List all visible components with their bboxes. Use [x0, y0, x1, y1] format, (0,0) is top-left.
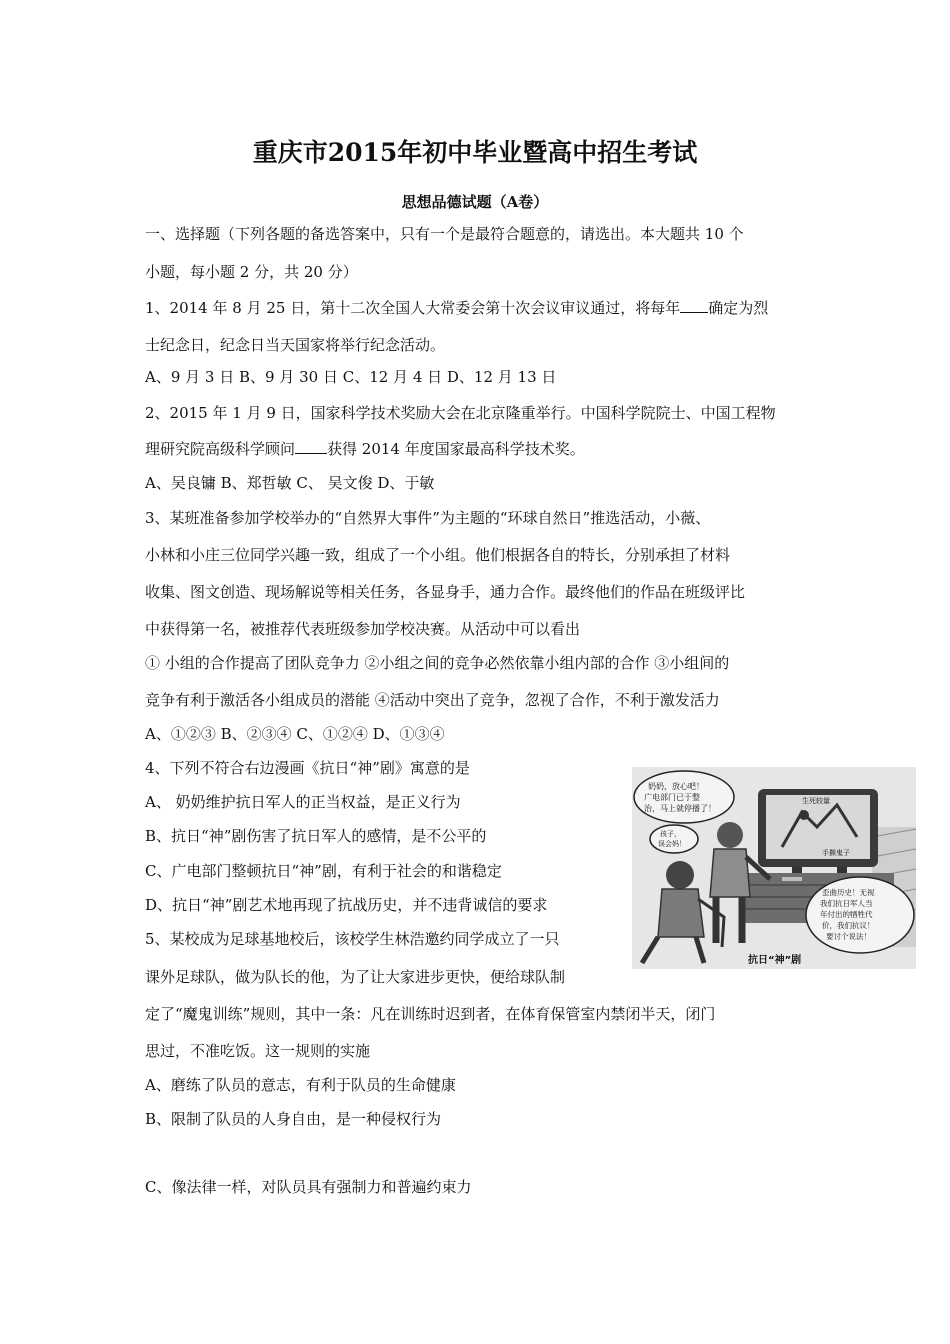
question-3-statements-line-1: ① 小组的合作提高了团队竞争力 ②小组之间的竞争必然依靠小组内部的合作 ③小组间的 — [145, 654, 730, 672]
cartoon-tv-text-2: 手撕鬼子 — [822, 849, 850, 857]
question-5-option-b: B、限制了队员的人身自由，是一种侵权行为 — [145, 1110, 442, 1128]
question-4-option-a: A、 奶奶维护抗日军人的正当权益，是正义行为 — [145, 793, 461, 811]
question-5-option-c: C、像法律一样，对队员具有强制力和普遍约束力 — [145, 1178, 472, 1196]
section-intro-line-2: 小题，每小题 2 分，共 20 分） — [145, 263, 358, 281]
question-3-stem-line-4: 中获得第一名，被推荐代表班级参加学校决赛。从活动中可以看出 — [145, 620, 581, 638]
cartoon-bubble-2-line-1: 孩子， — [660, 830, 681, 838]
question-3-stem-line-3: 收集、图文创造、现场解说等相关任务，各显身手，通力合作。最终他们的作品在班级评比 — [145, 583, 746, 601]
question-3-options: A、①②③ B、②③④ C、①②④ D、①③④ — [145, 725, 445, 743]
cartoon-drawing — [632, 767, 916, 969]
question-1-stem-line-2: 士纪念日，纪念日当天国家将举行纪念活动。 — [145, 336, 446, 354]
question-5-stem-line-3: 定了“魔鬼训练”规则，其中一条：凡在训练时迟到者，在体育保管室内禁闭半天，闭门 — [145, 1005, 716, 1023]
question-2-options: A、吴良镛 B、郑哲敏 C、 吴文俊 D、于敏 — [145, 474, 435, 492]
question-1-options: A、9 月 3 日 B、9 月 30 日 C、12 月 4 日 D、12 月 13 日 — [145, 368, 557, 386]
question-2-stem-line-1: 2、2015 年 1 月 9 日，国家科学技术奖励大会在北京隆重举行。中国科学院院士、中国工程物 — [145, 404, 776, 422]
question-2-stem-part-b: 获得 2014 年度国家最高科学技术奖。 — [327, 440, 585, 458]
section-intro-line-1: 一、选择题（下列各题的备选答案中，只有一个是最符合题意的，请选出。本大题共 10 个 — [145, 225, 744, 243]
cartoon-bubble-2-line-2: 误会妈！ — [658, 840, 686, 848]
cartoon-bubble-3-line-5: 要讨个说法！ — [826, 932, 871, 941]
question-1-stem-part-a: 1、2014 年 8 月 25 日，第十二次全国人大常委会第十次会议审议通过，将每年 — [145, 299, 681, 317]
question-1-blank — [680, 298, 708, 313]
question-5-stem-line-4: 思过，不准吃饭。这一规则的实施 — [145, 1042, 371, 1060]
question-2-stem-part-a: 理研究院高级科学顾问 — [145, 440, 296, 458]
cartoon-bubble-3-line-1: 歪曲历史！无视 — [822, 888, 875, 897]
exam-title: 重庆市2015年初中毕业暨高中招生考试 — [252, 138, 698, 167]
cartoon-illustration — [632, 767, 916, 969]
cartoon-bubble-1-line-3: 治，马上就停播了！ — [644, 804, 716, 813]
question-5-stem-line-2: 课外足球队，做为队长的他，为了让大家进步更快，便给球队制 — [145, 968, 566, 986]
question-4-option-c: C、广电部门整顿抗日“神”剧，有利于社会的和谐稳定 — [145, 862, 502, 880]
question-3-stem-line-2: 小林和小庄三位同学兴趣一致，组成了一个小组。他们根据各自的特长，分别承担了材料 — [145, 546, 731, 564]
cartoon-caption: 抗日“神”剧 — [748, 955, 802, 966]
question-4-option-b: B、抗日“神”剧伤害了抗日军人的感情，是不公平的 — [145, 827, 487, 845]
question-4-option-d: D、抗日“神”剧艺术地再现了抗战历史，并不违背诚信的要求 — [145, 896, 548, 914]
question-2-stem-line-2 — [145, 439, 585, 459]
exam-subtitle: 思想品德试题（A卷） — [401, 193, 549, 211]
question-3-statements-line-2: 竞争有利于激活各小组成员的潜能 ④活动中突出了竞争，忽视了合作，不利于激发活力 — [145, 691, 720, 709]
question-1-stem-line-1 — [145, 298, 768, 318]
cartoon-bubble-1-line-1: 奶奶，放心吧！ — [648, 782, 704, 791]
cartoon-bubble-1-line-2: 广电部门已于整 — [644, 793, 700, 802]
question-5-stem-line-1: 5、某校成为足球基地校后，该校学生林浩邀约同学成立了一只 — [145, 930, 560, 948]
cartoon-bubble-3-line-3: 年付出的牺牲代 — [820, 910, 873, 919]
question-2-blank — [295, 439, 327, 454]
question-3-stem-line-1: 3、某班准备参加学校举办的“自然界大事件”为主题的“环球自然日”推选活动，小薇、 — [145, 509, 711, 527]
question-4-stem: 4、下列不符合右边漫画《抗日“神”剧》寓意的是 — [145, 759, 470, 777]
cartoon-bubble-3-line-2: 我们抗日军人当 — [820, 899, 873, 908]
question-1-stem-part-b: 确定为烈 — [708, 299, 769, 317]
cartoon-bubble-3-line-4: 价，我们抗议！ — [822, 921, 875, 930]
question-5-option-a: A、磨练了队员的意志，有利于队员的生命健康 — [145, 1076, 456, 1094]
cartoon-tv-text-1: 生死较量 — [802, 797, 830, 805]
